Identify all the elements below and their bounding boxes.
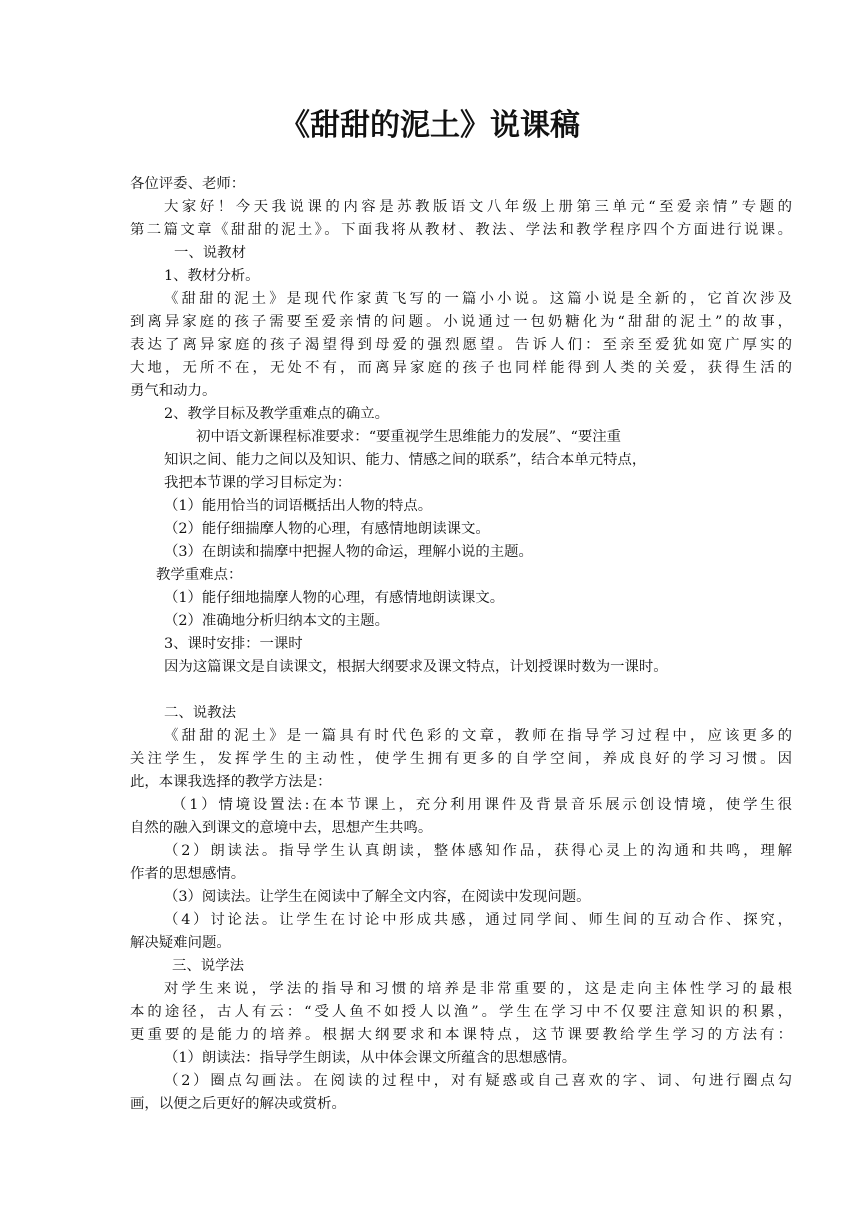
list-item: （3）在朗读和揣摩中把握人物的命运，理解小说的主题。 — [164, 544, 533, 560]
subsection-heading: 1、教材分析。 — [164, 268, 260, 284]
list-item: （4）讨论法。让学生在讨论中形成共感，通过同学间、师生间的互动合作、探究， — [164, 912, 792, 928]
section-heading: 三、说学法 — [172, 958, 244, 974]
paragraph-line: 此，本课我选择的教学方法是： — [130, 774, 332, 790]
list-item: （1）能用恰当的词语概括出人物的特点。 — [164, 498, 433, 514]
list-item: 作者的思想感情。 — [130, 866, 246, 882]
paragraph-line: 第二篇文章《甜甜的泥土》。下面我将从教材、教法、学法和教学程序四个方面进行说课。 — [130, 222, 792, 238]
subsection-heading: 2、教学目标及教学重难点的确立。 — [164, 406, 390, 422]
paragraph-line: 到离异家庭的孩子需要至爱亲情的问题。小说通过一包奶糖化为“甜甜的泥土”的故事， — [130, 314, 792, 330]
paragraph-line: 因为这篇课文是自读课文，根据大纲要求及课文特点，计划授课时数为一课时。 — [164, 659, 668, 675]
paragraph-line: 对学生来说，学法的指导和习惯的培养是非常重要的，这是走向主体性学习的最根 — [164, 981, 792, 997]
list-item: 解决疑难问题。 — [130, 935, 231, 951]
subsection-heading: 3、课时安排：一课时 — [164, 636, 303, 652]
paragraph-line: 表达了离异家庭的孩子渴望得到母爱的强烈愿望。告诉人们：至亲至爱犹如宽广厚实的 — [130, 337, 792, 353]
paragraph-line: 勇气和动力。 — [130, 383, 217, 399]
paragraph-line: 知识之间、能力之间以及知识、能力、情感之间的联系”，结合本单元特点， — [164, 452, 647, 468]
paragraph-line: 《甜甜的泥土》是一篇具有时代色彩的文章，教师在指导学习过程中，应该更多的 — [164, 728, 792, 744]
paragraph-line: 《甜甜的泥土》是现代作家黄飞写的一篇小小说。这篇小说是全新的，它首次涉及 — [164, 291, 792, 307]
document-title: 《甜甜的泥土》说课稿 — [280, 108, 580, 143]
section-heading: 二、说教法 — [164, 705, 236, 721]
paragraph-line: 大地，无所不在，无处不有，而离异家庭的孩子也同样能得到人类的关爱，获得生活的 — [130, 360, 792, 376]
list-item: （1）能仔细地揣摩人物的心理，有感情地朗读课文。 — [164, 590, 505, 606]
paragraph-line: 我把本节课的学习目标定为： — [164, 475, 352, 491]
list-item: 自然的融入到课文的意境中去，思想产生共鸣。 — [130, 820, 433, 836]
section-heading: 一、说教材 — [174, 245, 246, 261]
list-item: （2）能仔细揣摩人物的心理，有感情地朗读课文。 — [164, 521, 490, 537]
paragraph-line: 更重要的是能力的培养。根据大纲要求和本课特点，这节课要教给学生学习的方法有： — [130, 1027, 792, 1043]
salutation: 各位评委、老师： — [130, 176, 246, 192]
list-item: （2）准确地分析归纳本文的主题。 — [164, 613, 390, 629]
list-item: （1）朗读法：指导学生朗读，从中体会课文所蕴含的思想感情。 — [164, 1050, 577, 1066]
list-item: （2）圈点勾画法。在阅读的过程中，对有疑惑或自己喜欢的字、词、句进行圈点勾 — [164, 1073, 792, 1089]
paragraph-line: 本的途径，古人有云：“受人鱼不如授人以渔”。学生在学习中不仅要注意知识的积累， — [130, 1004, 792, 1020]
list-item: （3）阅读法。让学生在阅读中了解全文内容，在阅读中发现问题。 — [164, 889, 591, 905]
paragraph-line: 初中语文新课程标准要求：“要重视学生思维能力的发展”、“要注重 — [196, 429, 622, 445]
list-item: （2）朗读法。指导学生认真朗读，整体感知作品，获得心灵上的沟通和共鸣，理解 — [164, 843, 792, 859]
paragraph-line: 关注学生，发挥学生的主动性，使学生拥有更多的自学空间，养成良好的学习习惯。因 — [130, 751, 792, 767]
list-item: （1）情境设置法:在本节课上，充分利用课件及背景音乐展示创设情境，使学生很 — [172, 797, 792, 813]
subsection-heading: 教学重难点： — [156, 567, 243, 583]
list-item: 画，以便之后更好的解决或赏析。 — [130, 1096, 346, 1112]
paragraph-line: 大家好！今天我说课的内容是苏教版语文八年级上册第三单元“至爱亲情”专题的 — [164, 199, 792, 215]
